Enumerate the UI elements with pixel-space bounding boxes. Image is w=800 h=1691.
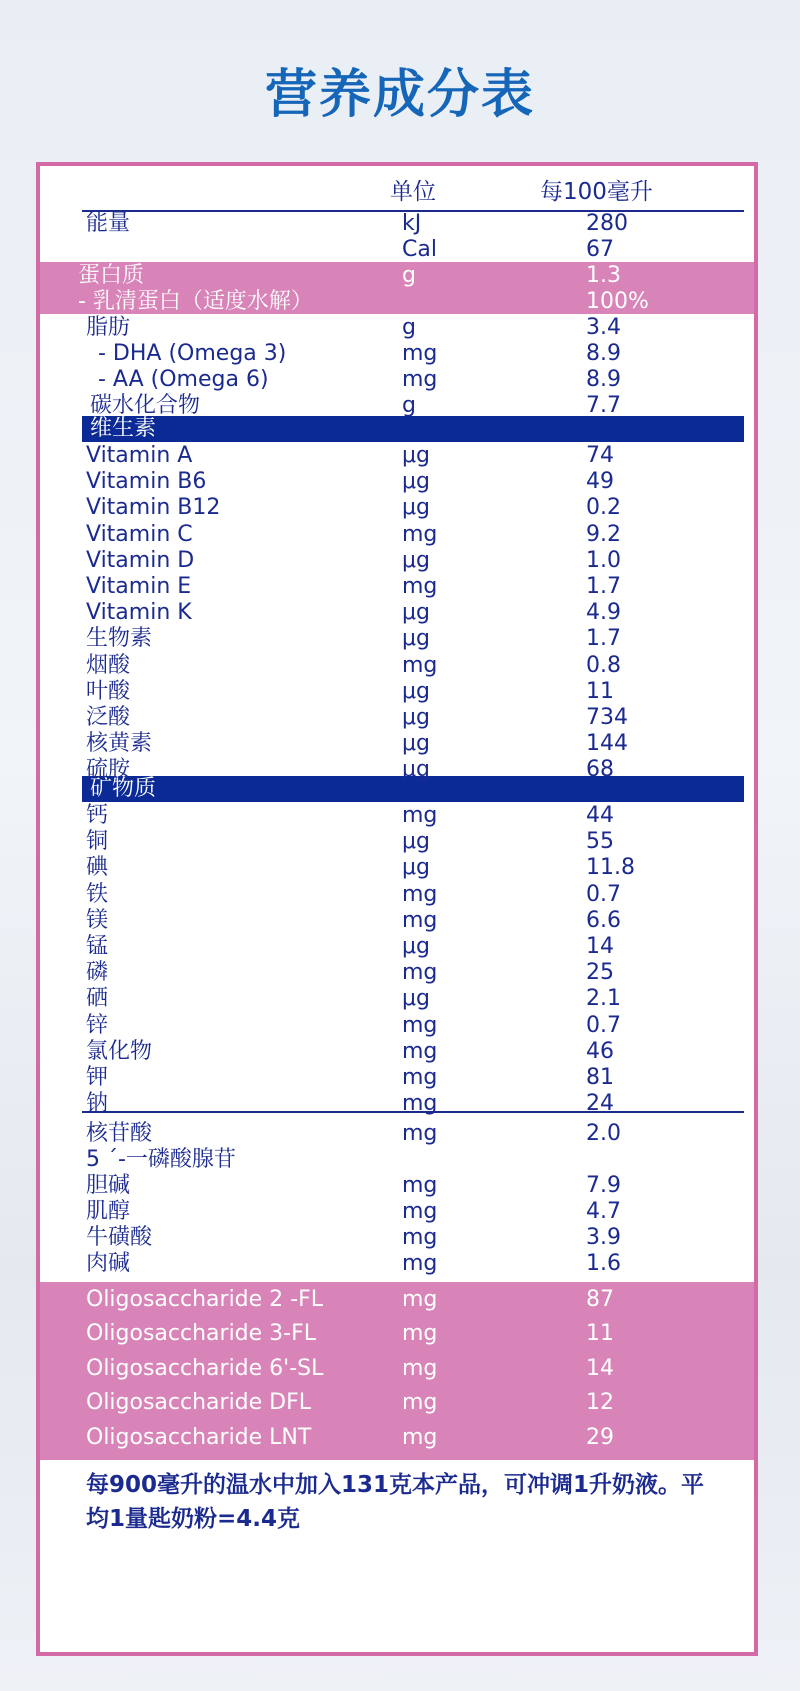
- nutrient-name: 核黄素: [86, 731, 153, 757]
- nutrient-unit: μg: [402, 757, 430, 783]
- nutrient-name: Oligosaccharide DFL: [86, 1390, 312, 1416]
- nutrient-value: 3.4: [586, 315, 621, 340]
- nutrient-value: 1.3: [586, 263, 621, 288]
- nutrient-name: Vitamin A: [86, 443, 193, 468]
- nutrient-unit: μg: [402, 829, 430, 855]
- table-row: [40, 1090, 754, 1118]
- nutrient-name: Vitamin B12: [86, 495, 221, 521]
- nutrient-value: 3.9: [586, 1225, 621, 1250]
- table-row: [40, 547, 754, 575]
- nutrient-value: 8.9: [586, 367, 621, 392]
- nutrient-unit: μg: [402, 731, 430, 757]
- nutrient-unit: mg: [402, 367, 438, 392]
- nutrient-value: 29: [586, 1424, 614, 1450]
- table-row: [40, 1038, 754, 1066]
- nutrient-value: 1.6: [586, 1251, 621, 1276]
- nutrient-unit: mg: [402, 907, 438, 933]
- vitamins-title: 维生素: [90, 416, 157, 441]
- nutrient-unit: mg: [402, 1287, 438, 1312]
- nutrient-unit: μg: [402, 469, 430, 495]
- table-row: [40, 652, 754, 680]
- nutrient-name: Vitamin B6: [86, 469, 207, 495]
- nutrient-unit: mg: [402, 1065, 438, 1090]
- page-title: 营养成分表: [264, 65, 535, 125]
- nutrient-unit: μg: [402, 547, 430, 573]
- table-row: [40, 1420, 754, 1456]
- nutrient-unit: μg: [402, 443, 430, 468]
- nutrient-value: 8.9: [586, 341, 621, 366]
- table-row: [40, 442, 754, 470]
- nutrient-unit: kJ: [402, 211, 422, 236]
- nutrient-value: 0.2: [586, 495, 621, 521]
- nutrient-value: 4.7: [586, 1199, 621, 1224]
- minerals-title: 矿物质: [90, 776, 157, 801]
- table-row: [40, 907, 754, 935]
- nutrient-name: 硒: [86, 986, 109, 1012]
- nutrient-name: 锰: [86, 934, 109, 959]
- table-row: [40, 1351, 754, 1387]
- nutrient-value: 2.1: [586, 986, 621, 1012]
- nutrient-name: Oligosaccharide 2 -FL: [86, 1287, 324, 1312]
- nutrient-value: 24: [586, 1091, 614, 1117]
- nutrient-name: 钾: [86, 1065, 109, 1090]
- nutrient-value: 14: [586, 1355, 614, 1381]
- nutrient-unit: μg: [402, 934, 430, 959]
- nutrient-unit: μg: [402, 678, 430, 704]
- table-row: [40, 236, 754, 264]
- nutrient-unit: mg: [402, 1173, 438, 1198]
- nutrient-value: 49: [586, 469, 614, 495]
- nutrient-value: 144: [586, 731, 628, 757]
- nutrient-name: 烟酸: [86, 652, 131, 678]
- nutrient-name: 硫胺: [86, 757, 131, 783]
- nutrient-name: Vitamin D: [86, 547, 195, 573]
- table-row: [40, 468, 754, 496]
- table-row: [40, 756, 754, 784]
- nutrient-unit: mg: [402, 1038, 438, 1064]
- nutrient-value: 14: [586, 934, 614, 959]
- nutrient-unit: mg: [402, 652, 438, 678]
- nutrient-unit: mg: [402, 574, 438, 599]
- nutrient-name: Vitamin K: [86, 600, 192, 626]
- nutrient-name: Oligosaccharide LNT: [86, 1424, 312, 1450]
- table-row: [40, 599, 754, 627]
- table-row: [40, 959, 754, 987]
- table-row: [40, 1064, 754, 1092]
- nutrient-name: Vitamin C: [86, 521, 193, 547]
- nutrient-name: 铜: [86, 829, 109, 855]
- nutrient-unit: μg: [402, 600, 430, 626]
- nutrient-unit: μg: [402, 705, 430, 730]
- nutrient-unit: μg: [402, 986, 430, 1012]
- nutrient-value: 25: [586, 960, 614, 986]
- nutrient-value: 1.0: [586, 547, 621, 573]
- nutrient-name: 肉碱: [86, 1251, 131, 1276]
- nutrient-name: - 乳清蛋白（适度水解）: [78, 289, 313, 314]
- table-row: [40, 288, 754, 316]
- nutrient-value: 100%: [586, 289, 649, 314]
- nutrient-unit: mg: [402, 341, 438, 366]
- table-row: [40, 828, 754, 856]
- nutrient-value: 1.7: [586, 626, 621, 652]
- nutrient-value: 12: [586, 1390, 614, 1416]
- nutrient-name: 铁: [86, 881, 109, 907]
- nutrient-unit: mg: [402, 1199, 438, 1224]
- nutrient-name: 能量: [86, 211, 131, 236]
- table-row: [40, 1282, 754, 1318]
- nutrient-value: 7.9: [586, 1173, 621, 1198]
- nutrient-name: 肌醇: [86, 1199, 131, 1224]
- nutrient-name: 锌: [86, 1012, 109, 1038]
- table-row: [40, 392, 754, 420]
- nutrient-value: 0.8: [586, 652, 621, 678]
- nutrient-value: 734: [586, 705, 628, 730]
- table-row: [40, 1198, 754, 1226]
- nutrient-name: 钠: [86, 1091, 109, 1117]
- table-row: [40, 1120, 754, 1148]
- nutrient-name: - DHA (Omega 3): [98, 341, 287, 366]
- table-row: [40, 1012, 754, 1040]
- nutrient-name: 生物素: [86, 626, 153, 652]
- nutrient-value: 44: [586, 803, 614, 828]
- nutrient-value: 0.7: [586, 1012, 621, 1038]
- nutrient-value: 6.6: [586, 907, 621, 933]
- nutrient-name: Oligosaccharide 6'-SL: [86, 1355, 324, 1381]
- nutrient-value: 11: [586, 678, 614, 704]
- table-row: [40, 854, 754, 882]
- nutrient-unit: mg: [402, 1355, 438, 1381]
- nutrient-unit: g: [402, 393, 416, 418]
- nutrient-value: 87: [586, 1287, 614, 1312]
- table-row: [40, 704, 754, 732]
- per-100ml-header: 每100毫升: [540, 179, 653, 205]
- nutrient-name: 蛋白质: [78, 263, 145, 288]
- nutrient-name: 氯化物: [86, 1038, 153, 1064]
- nutrient-unit: mg: [402, 1091, 438, 1117]
- unit-header: 单位: [390, 179, 436, 205]
- nutrient-value: 9.2: [586, 521, 621, 547]
- nutrient-name: 5 ´-一磷酸腺苷: [86, 1147, 236, 1172]
- table-row: [40, 933, 754, 961]
- table-header: [40, 178, 754, 206]
- table-row: [40, 494, 754, 522]
- nutrient-name: 镁: [86, 907, 109, 933]
- nutrient-value: 74: [586, 443, 614, 468]
- table-row: [40, 573, 754, 601]
- nutrient-unit: mg: [402, 1121, 438, 1146]
- nutrient-name: 磷: [86, 960, 109, 986]
- table-row: [40, 802, 754, 830]
- nutrient-unit: μg: [402, 495, 430, 521]
- nutrient-name: 脂肪: [86, 315, 131, 340]
- table-row: [40, 625, 754, 653]
- nutrient-name: 胆碱: [86, 1173, 131, 1198]
- table-row: [40, 366, 754, 394]
- nutrient-name: 牛磺酸: [86, 1225, 153, 1250]
- nutrient-unit: μg: [402, 855, 430, 881]
- nutrient-unit: mg: [402, 1390, 438, 1416]
- table-row: [40, 1224, 754, 1252]
- nutrition-table: [36, 162, 758, 1656]
- table-row: [40, 210, 754, 238]
- nutrient-name: Oligosaccharide 3-FL: [86, 1321, 317, 1347]
- table-row: [40, 985, 754, 1013]
- table-row: [40, 730, 754, 758]
- nutrient-unit: mg: [402, 521, 438, 547]
- nutrient-name: 碳水化合物: [90, 393, 201, 418]
- nutrient-value: 11.8: [586, 855, 635, 881]
- nutrient-name: Vitamin E: [86, 574, 192, 599]
- nutrient-name: 钙: [86, 803, 109, 828]
- nutrient-value: 280: [586, 211, 628, 236]
- nutrient-unit: mg: [402, 803, 438, 828]
- nutrient-value: 2.0: [586, 1121, 621, 1146]
- nutrient-unit: g: [402, 315, 416, 340]
- table-row: [40, 881, 754, 909]
- nutrient-value: 0.7: [586, 881, 621, 907]
- nutrient-unit: mg: [402, 1424, 438, 1450]
- nutrient-name: 泛酸: [86, 705, 131, 730]
- nutrient-value: 55: [586, 829, 614, 855]
- table-row: [40, 262, 754, 290]
- nutrient-name: 碘: [86, 855, 109, 881]
- nutrient-name: 叶酸: [86, 678, 131, 704]
- nutrient-unit: μg: [402, 626, 430, 652]
- preparation-note: 每900毫升的温水中加入131克本产品，可冲调1升奶液。平均1量匙奶粉=4.4克: [86, 1472, 705, 1532]
- nutrient-unit: Cal: [402, 237, 437, 262]
- nutrient-name: - AA (Omega 6): [98, 367, 269, 392]
- table-row: [40, 1146, 754, 1174]
- nutrient-value: 4.9: [586, 600, 621, 626]
- nutrient-value: 7.7: [586, 393, 621, 418]
- table-row: [40, 1172, 754, 1200]
- nutrient-unit: mg: [402, 1012, 438, 1038]
- table-row: [40, 314, 754, 342]
- nutrient-name: 核苷酸: [86, 1121, 153, 1146]
- nutrient-value: 67: [586, 237, 614, 262]
- nutrient-unit: mg: [402, 1251, 438, 1276]
- table-row: [40, 1316, 754, 1352]
- nutrient-unit: mg: [402, 881, 438, 907]
- nutrient-value: 68: [586, 757, 614, 783]
- table-row: [40, 1250, 754, 1278]
- nutrient-value: 46: [586, 1038, 614, 1064]
- table-row: [40, 678, 754, 706]
- table-row: [40, 521, 754, 549]
- nutrient-unit: mg: [402, 1321, 438, 1347]
- nutrient-value: 11: [586, 1321, 614, 1347]
- table-row: [40, 1385, 754, 1421]
- nutrient-unit: mg: [402, 960, 438, 986]
- nutrient-unit: g: [402, 263, 416, 288]
- nutrient-unit: mg: [402, 1225, 438, 1250]
- nutrient-value: 1.7: [586, 574, 621, 599]
- table-row: [40, 340, 754, 368]
- nutrient-value: 81: [586, 1065, 614, 1090]
